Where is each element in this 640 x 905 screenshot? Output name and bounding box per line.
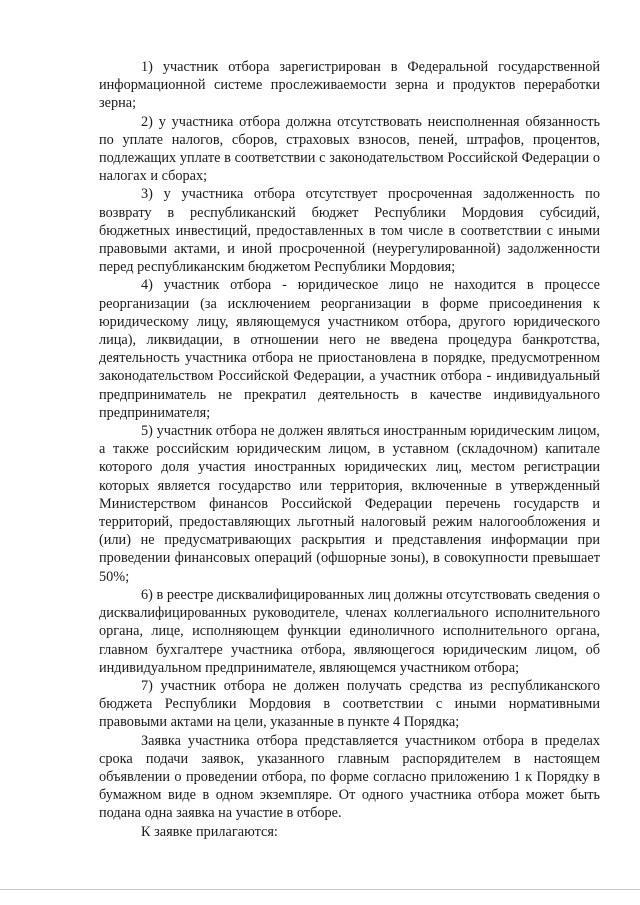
page-bottom-rule — [0, 889, 640, 890]
document-body — [99, 58, 600, 841]
paragraph-item-7: 7) участник отбора не должен получать средства из республиканского бюджета Республики Мордовия в соответствии с иными нормативными правовыми актами на цели, указанные в пункте 4 Порядка; — [99, 677, 600, 731]
paragraph-item-1: 1) участник отбора зарегистрирован в Федеральной государственной информационной системе прослеживаемости зерна и продуктов переработки зерна; — [99, 59, 600, 112]
paragraph-item-2: 2) у участника отбора должна отсутствовать неисполненная обязанность по уплате налогов, сборов, страховых взносов, пеней, штрафов, процентов, подлежащих уплате в соответствии с законодательством Российской Федерации о налогах и сборах; — [99, 113, 600, 185]
attachments-intro: К заявке прилагаются: — [141, 823, 278, 840]
paragraph-item-3: 3) у участника отбора отсутствует просроченная задолженность по возврату в республиканский бюджет Республики Мордовия субсидий, бюджетных инвестиций, предоставленных в том числе в соответствии с иными правовыми актами, и иной просроченной (неурегулированной) задолженности перед республиканским бюджетом Республики Мордовия; — [99, 186, 600, 276]
application-paragraph: Заявка участника отбора представляется участником отбора в пределах срока подачи заявок, указанного главным распорядителем в настоящем объявлении о проведении отбора, по форме согласно приложению 1 к Порядку в бумажном виде в одном экземпляре. От одного участника отбора может быть подана одна заявка на участие в отборе. — [99, 732, 600, 822]
paragraph-item-5: 5) участник отбора не должен являться иностранным юридическим лицом, а также российским юридическим лицом, в уставном (складочном) капитале которого доля участия иностранных юридических лиц, местом регистрации которых является государство или территория, включенные в утвержденный Министерством финансов Российской Федерации перечень государств и территорий, предоставляющих льготный налоговый режим налогообложения и (или) не предусматривающих раскрытия и представления информации при проведении финансовых операций (офшорные зоны), в совокупности превышает 50%; — [99, 423, 600, 585]
paragraph-item-4: 4) участник отбора - юридическое лицо не находится в процессе реорганизации (за исключением реорганизации в форме присоединения к юридическому лицу, являющемуся участником отбора, другого юридического лица), ликвидации, в отношении него не введена процедура банкротства, деятельность участника отбора не приостановлена в порядке, предусмотренном законодательством Российской Федерации, а участник отбора - индивидуальный предприниматель не прекратил деятельность в качестве индивидуального предпринимателя; — [99, 277, 600, 421]
paragraph-item-6: 6) в реестре дисквалифицированных лиц должны отсутствовать сведения о дисквалифицированных руководителе, членах коллегиального исполнительного органа, лице, исполняющем функции единоличного исполнительного органа, главном бухгалтере участника отбора, являющегося юридическим лицом, об индивидуальном предпринимателе, являющемся участником отбора; — [99, 586, 600, 676]
